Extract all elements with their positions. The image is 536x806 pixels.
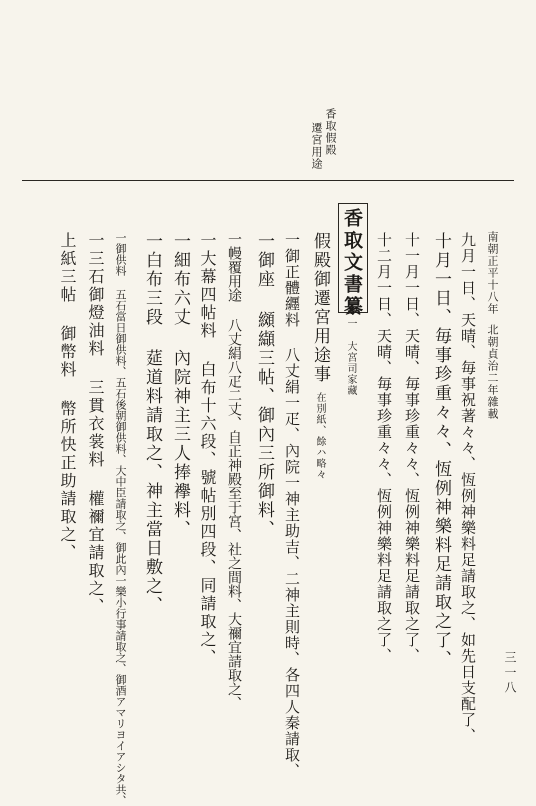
item-line-2: 一御座 纐纈三帖、御內三所御料、 [254,232,274,539]
header-rule [22,180,514,181]
item-line-5: 一細布六丈 內院神主三人捧襷料、 [170,232,190,539]
item-line-9: 上紙三帖 御幣料 幣所快正助請取之、 [58,232,77,562]
item-line-4: 一大幕四帖料 白布十六段、號帖別四段、同請取之、 [198,232,217,667]
running-header-left: 香取假殿 [324,108,337,156]
source-header-sub: 北朝貞治二年雜載 [486,324,499,420]
section-subtitle: 假殿御遷宮用途事 [310,232,330,384]
text-line-2: 十月一日、毎事珍重々々、恆例神樂料足請取之了、 [431,232,451,669]
item-line-3: 一幔覆用途 八丈絹八疋二丈、自正神殿至于宮、社之間料、大禰宜請取之、 [226,232,242,710]
item-line-8: 一三石御燈油料 三貫衣裳料 權禰宜請取之、 [86,232,105,616]
item-line-6: 一白布三段 莚道料請取之、神主當日敷之、 [142,232,162,615]
text-line-3: 十一月一日、天晴、毎事珍重々々、恆例神樂料足請取之了、 [403,232,421,664]
text-line-4: 十二月一日、天晴、毎事珍重々々、恆例神樂料足請取之了、 [375,232,393,664]
section-source-note: 一 大宮司家藏 [345,318,356,396]
source-header-main: 南朝正平十八年 [486,231,499,315]
item-line-1: 一御正體纒料 八丈絹一疋、內院一神主助吉、二神主則時、各四人秦請取、 [283,232,301,779]
text-line-1: 九月一日、天晴、毎事祝著々々、恆例神樂料足請取之、如先日支配了、 [459,232,477,744]
running-header-right: 遷宮用途 [310,122,323,170]
section-subtitle-note: 在別紙、餘ハ略々 [314,392,325,480]
section-title: 香取文書纂 [341,208,363,318]
page-number: 三一八 [503,651,517,696]
item-line-7: 一御供料 五石當日御供料、五石後朝御供料、大中臣請取之、御此內一樂小行事請取之、御酒アマリヨイアシタ共、 [114,232,127,806]
